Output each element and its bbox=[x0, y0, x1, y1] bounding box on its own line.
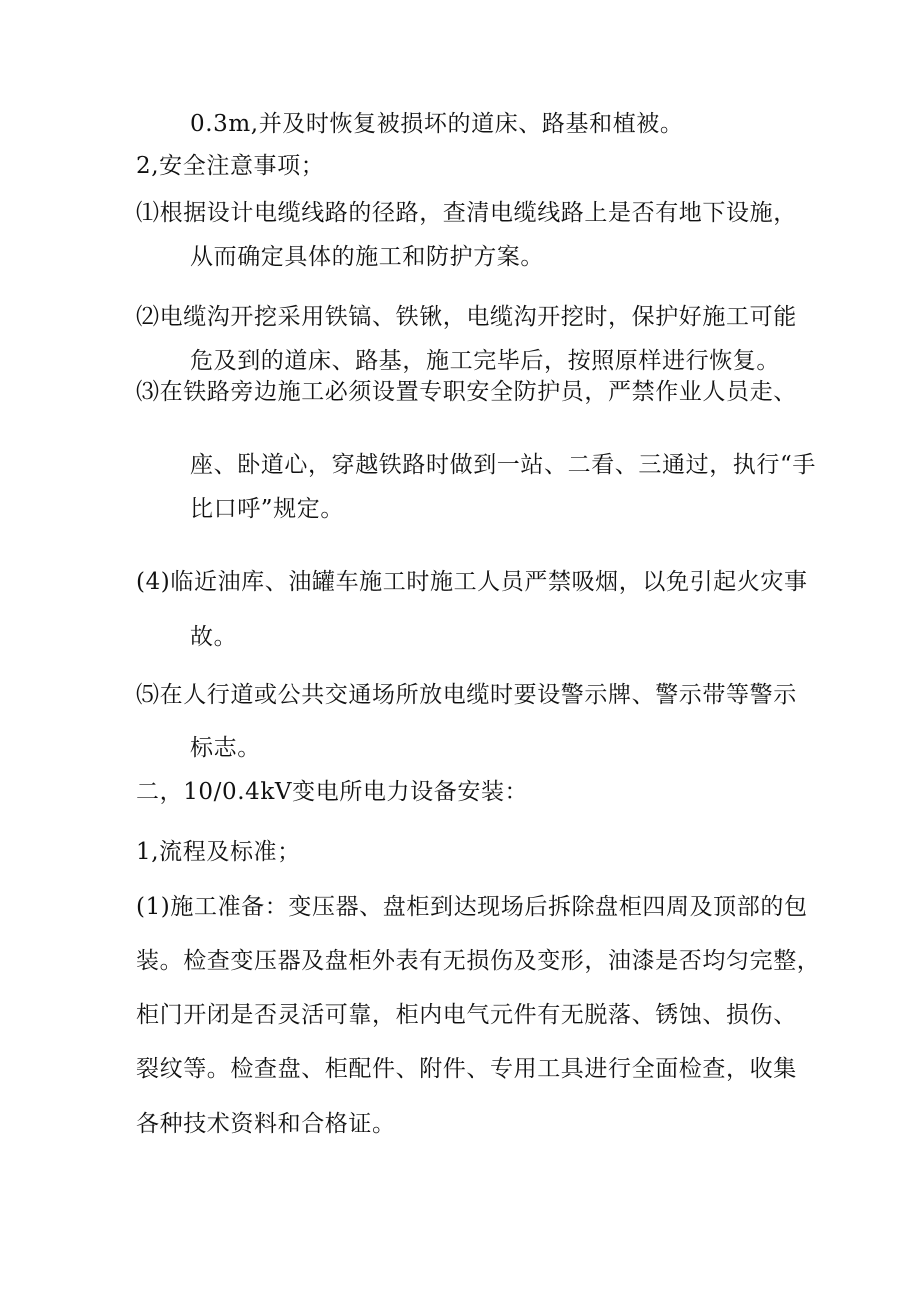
paragraph-continuation-line: 0.3m,并及时恢复被损坏的道床、路基和植被。 bbox=[190, 111, 684, 137]
subsection-heading-process: 1,流程及标准； bbox=[136, 839, 301, 865]
list-item-1-line-1: ⑴根据设计电缆线路的径路，查清电缆线路上是否有地下设施， bbox=[136, 200, 797, 226]
paragraph-line-1: (1)施工准备：变压器、盘柜到达现场后拆除盘柜四周及顶部的包 bbox=[136, 894, 808, 920]
list-item-3-line-2: 座、卧道心，穿越铁路时做到一站、二看、三通过，执行“手 bbox=[190, 452, 816, 478]
paragraph-line-3: 柜门开闭是否灵活可靠，柜内电气元件有无脱落、锈蚀、损伤、 bbox=[136, 1002, 797, 1028]
list-item-1-line-2: 从而确定具体的施工和防护方案。 bbox=[190, 244, 544, 270]
list-item-3-line-3: 比口呼”规定。 bbox=[190, 496, 344, 522]
list-item-5-line-1: ⑸在人行道或公共交通场所放电缆时要设警示牌、警示带等警示 bbox=[136, 682, 797, 708]
paragraph-line-2: 装。检查变压器及盘柜外表有无损伤及变形，油漆是否均匀完整， bbox=[136, 948, 821, 974]
list-item-2-line-2: 危及到的道床、路基，施工完毕后，按照原样进行恢复。 bbox=[190, 348, 780, 374]
list-item-3-line-1: ⑶在铁路旁边施工必须设置专职安全防护员，严禁作业人员走、 bbox=[136, 379, 797, 405]
list-item-4-line-1: (4)临近油库、油罐车施工时施工人员严禁吸烟，以免引起火灾事 bbox=[136, 569, 808, 595]
section-heading-substation: 二，10/0.4kV变电所电力设备安装： bbox=[136, 779, 529, 805]
list-item-4-line-2: 故。 bbox=[190, 624, 238, 650]
list-item-5-line-2: 标志。 bbox=[190, 735, 261, 761]
section-heading-safety: 2,安全注意事项； bbox=[136, 153, 325, 179]
paragraph-line-4: 裂纹等。检查盘、柜配件、附件、专用工具进行全面检查，收集 bbox=[136, 1056, 797, 1082]
list-item-2-line-1: ⑵电缆沟开挖采用铁镐、铁锹，电缆沟开挖时，保护好施工可能 bbox=[136, 304, 797, 330]
paragraph-line-5: 各种技术资料和合格证。 bbox=[136, 1111, 396, 1137]
